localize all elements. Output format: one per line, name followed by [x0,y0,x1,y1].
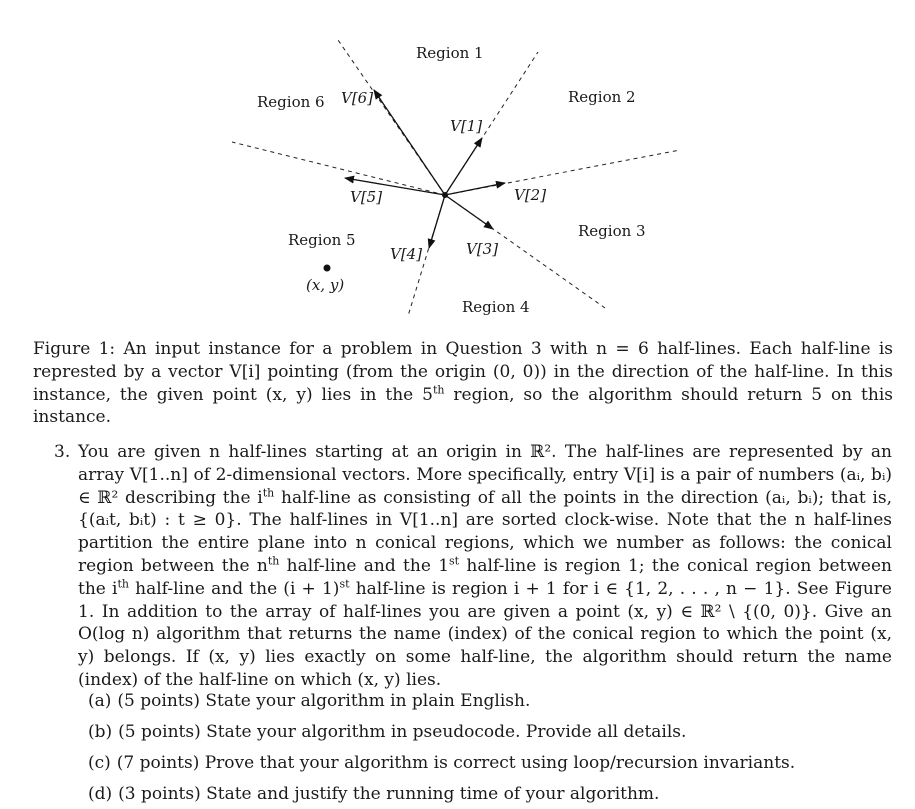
figure-diagram [0,0,915,330]
question-text-5: half-line and the (i + 1) [128,578,340,599]
region-3-label: Region 3 [578,222,646,240]
part-b-text: (5 points) State your algorithm in pseudocode. Provide all details. [118,722,687,742]
region-6-label: Region 6 [257,93,325,111]
question-body [78,441,892,692]
question-sup-1: th [262,485,275,499]
question-text-2: half-line as consisting of all the points in the direction (aᵢ, bᵢ); that is, {(aᵢt, bᵢt) : t ≥ 0}. The half-lines in V[1..n] are sorted clock-wise. Note that the n half-lines partition the entire plane into n conical regions, which we number as follows: the conical region between the n [78,487,892,576]
vector-3-label: V[3] [466,240,499,258]
question-sup-2: th [267,554,280,568]
part-d [88,783,659,806]
vector-4-label: V[4] [390,245,423,263]
part-c [88,752,795,775]
origin-dot [442,192,448,198]
question-text-6: half-line is region i + 1 for i ∈ {1, 2, . . . , n − 1}. See Figure 1. In addition to the array of half-lines you are given a point (x, y) ∈ ℝ² \ {(0, 0)}. Give an O(log n) algorithm that returns the name (index) of the conical region to which the point (x, y) belongs. If (x, y) lies exactly on some half-line, the algorithm should return the name (index) of the half-line on which (x, y) lies. [78,578,892,690]
region-5-label: Region 5 [288,231,356,249]
question-number: 3. [54,442,71,462]
point-label: (x, y) [306,276,345,294]
figure-caption [33,338,893,429]
question-text-4: half-line is region 1; the conical region between the i [78,555,892,599]
vector-5-label: V[5] [350,188,383,206]
vector-2-label: V[2] [514,186,547,204]
part-c-label: (c) [88,753,111,773]
question-sup-3: st [449,554,460,568]
part-a-text: (5 points) State your algorithm in plain English. [117,691,531,711]
region-4-label: Region 4 [462,298,530,316]
part-a [88,690,530,713]
caption-sup: th [432,382,445,396]
vector-4-arrow [429,195,445,248]
vector-6-arrow [374,90,445,195]
halfline-5 [232,142,445,195]
caption-text-b: region, so the algorithm should return 5 on this instance. [33,384,893,428]
vector-3-arrow [445,195,493,229]
part-c-text: (7 points) Prove that your algorithm is correct using loop/recursion invariants. [116,753,796,773]
caption-text-a: An input instance for a problem in Question 3 with n = 6 half-lines. Each half-line is represted by a vector V[i] pointing (from the origin (0, 0)) in the direction of the half-line. In this instance, the given point (x, y) lies in the 5 [33,339,894,405]
region-1-label: Region 1 [416,44,484,62]
question-text-1: You are given n half-lines starting at an origin in ℝ². The half-lines are represented by an array V[1..n] of 2-dimensional vectors. More specifically, entry V[i] is a pair of numbers (aᵢ, bᵢ) ∈ ℝ² describing the i [78,442,892,508]
vector-6-label: V[6] [341,89,374,107]
vector-1-arrow [445,138,482,195]
question-text-3: half-line and the 1 [279,555,450,576]
question-sup-5: st [339,577,350,591]
region-2-label: Region 2 [568,88,636,106]
question-sup-4: th [117,577,129,591]
vector-2-arrow [445,183,505,195]
part-d-text: (3 points) State and justify the running time of your algorithm. [118,784,660,804]
part-d-label: (d) [88,784,113,804]
caption-label: Figure 1: [33,339,116,359]
query-point-dot [324,265,331,272]
part-b [88,721,686,744]
part-b-label: (b) [88,722,113,742]
part-a-label: (a) [88,691,112,711]
vector-1-label: V[1] [450,117,483,135]
